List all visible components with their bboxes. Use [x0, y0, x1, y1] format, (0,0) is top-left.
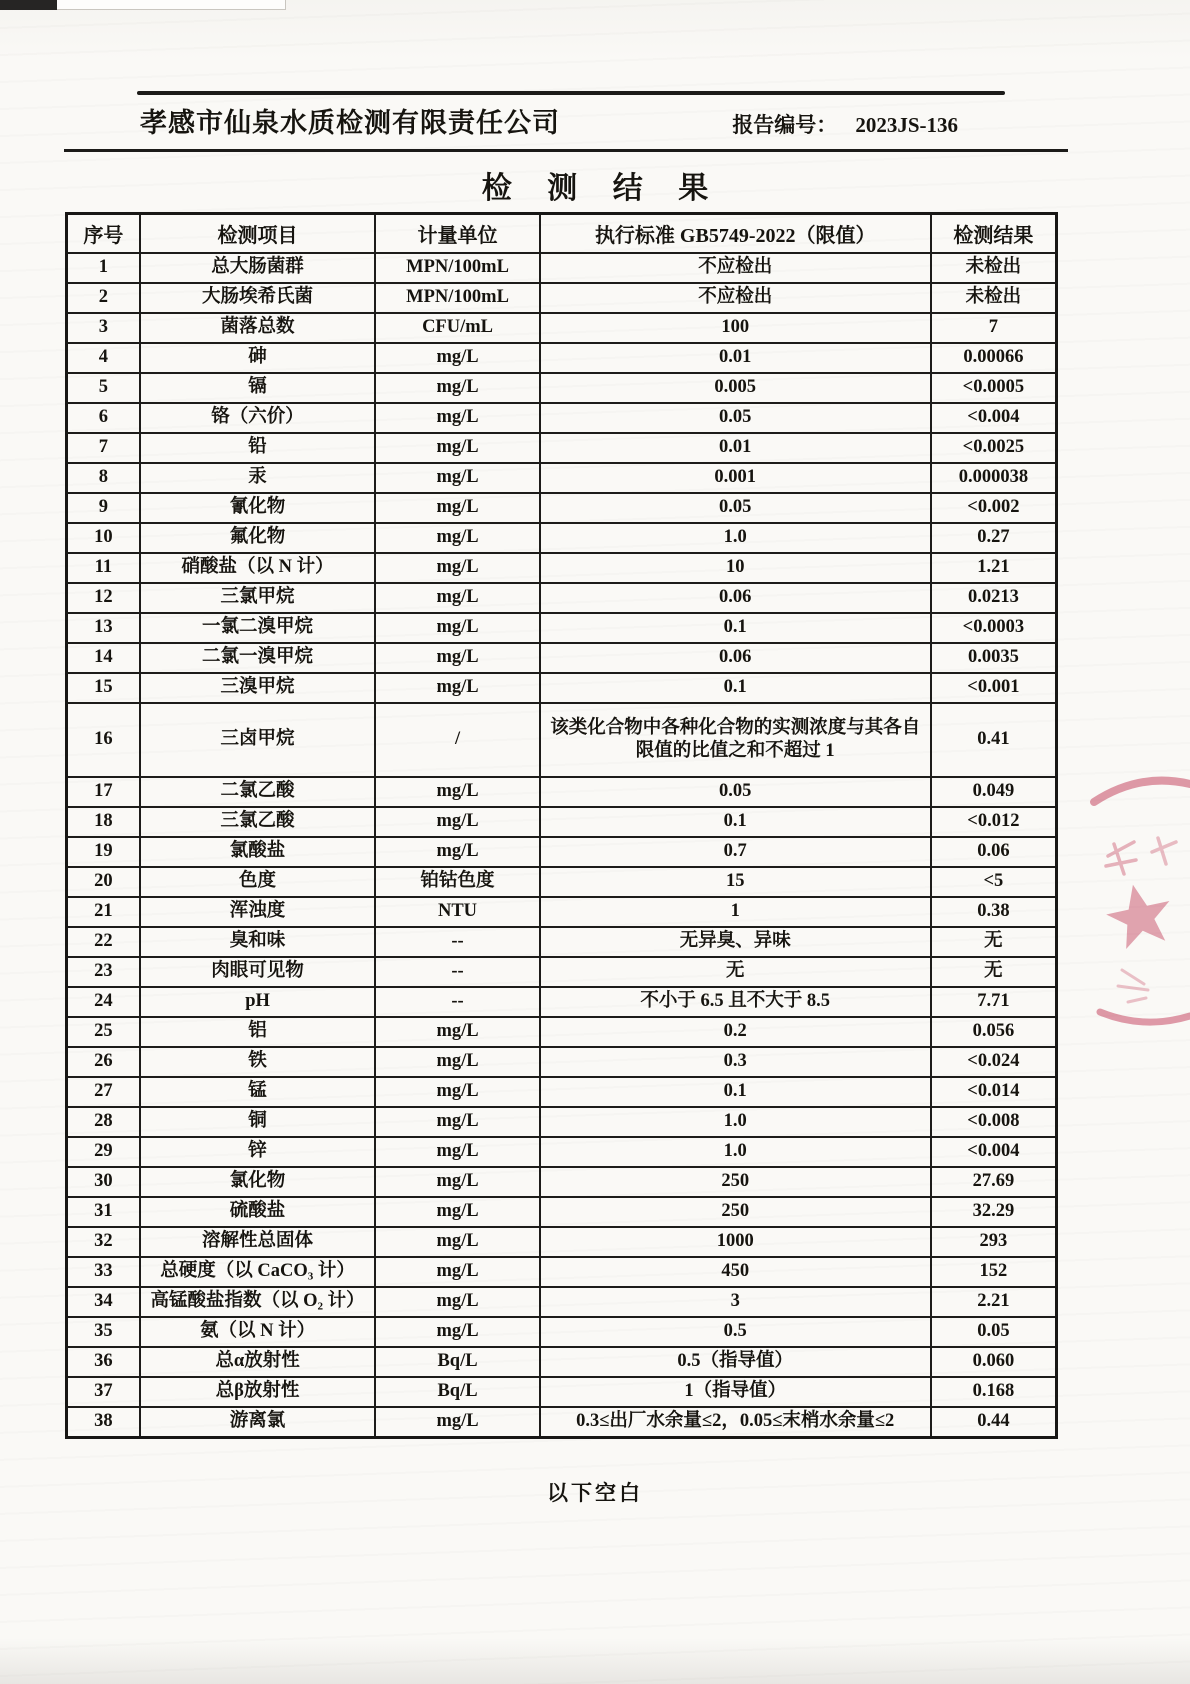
table-row: [67, 373, 1057, 403]
cell-result: 152: [931, 1257, 1057, 1287]
cell-result: 0.44: [931, 1407, 1057, 1438]
cell-no: 21: [67, 897, 140, 927]
cell-item: 锰: [140, 1077, 376, 1107]
cell-item: 氨（以 N 计）: [140, 1317, 376, 1347]
cell-standard: 1000: [540, 1227, 931, 1257]
cell-no: 17: [67, 777, 140, 807]
cell-standard: 15: [540, 867, 931, 897]
cell-standard: 250: [540, 1167, 931, 1197]
cell-no: 23: [67, 957, 140, 987]
cell-standard: 1.0: [540, 1137, 931, 1167]
cell-unit: --: [375, 927, 539, 957]
cell-result: 0.00066: [931, 343, 1057, 373]
cell-result: 32.29: [931, 1197, 1057, 1227]
results-table-body: [67, 253, 1057, 1438]
cell-item: 锌: [140, 1137, 376, 1167]
cell-unit: mg/L: [375, 613, 539, 643]
end-of-table-note: 以下空白: [547, 1481, 643, 1505]
cell-no: 8: [67, 463, 140, 493]
company-name: 孝感市仙泉水质检测有限责任公司: [140, 108, 560, 138]
cell-no: 29: [67, 1137, 140, 1167]
table-row: [67, 613, 1057, 643]
cell-item: 三氯甲烷: [140, 583, 376, 613]
cell-unit: mg/L: [375, 1407, 539, 1438]
star-icon: [1101, 878, 1177, 952]
cell-result: 7.71: [931, 987, 1057, 1017]
cell-no: 5: [67, 373, 140, 403]
cell-item: 三溴甲烷: [140, 673, 376, 703]
table-row: [67, 1077, 1057, 1107]
cell-unit: mg/L: [375, 1257, 539, 1287]
table-row: [67, 897, 1057, 927]
table-row: [67, 957, 1057, 987]
cell-result: 无: [931, 957, 1057, 987]
cell-no: 10: [67, 523, 140, 553]
cell-item: 臭和味: [140, 927, 376, 957]
cell-result: 0.41: [931, 703, 1057, 777]
cell-no: 7: [67, 433, 140, 463]
cell-standard: 0.5: [540, 1317, 931, 1347]
report-number: [732, 109, 958, 139]
cell-standard: 3: [540, 1287, 931, 1317]
cell-no: 13: [67, 613, 140, 643]
cell-item: 硝酸盐（以 N 计）: [140, 553, 376, 583]
cell-unit: mg/L: [375, 1167, 539, 1197]
cell-unit: 铂钴色度: [375, 867, 539, 897]
cell-result: 293: [931, 1227, 1057, 1257]
cell-no: 37: [67, 1377, 140, 1407]
cell-no: 33: [67, 1257, 140, 1287]
cell-standard: 不应检出: [540, 283, 931, 313]
table-row: [67, 673, 1057, 703]
report-number-label: 报告编号：: [732, 113, 838, 137]
cell-unit: mg/L: [375, 373, 539, 403]
cell-result: <0.002: [931, 493, 1057, 523]
cell-standard: 0.3≤出厂水余量≤2，0.05≤末梢水余量≤2: [540, 1407, 931, 1438]
cell-result: 1.21: [931, 553, 1057, 583]
results-table: [65, 212, 1058, 1439]
col-header-result: 检测结果: [931, 214, 1057, 254]
table-row: [67, 987, 1057, 1017]
cell-unit: mg/L: [375, 1077, 539, 1107]
cell-no: 22: [67, 927, 140, 957]
cell-result: <0.024: [931, 1047, 1057, 1077]
cell-standard: 0.01: [540, 343, 931, 373]
cell-item: 砷: [140, 343, 376, 373]
table-row: [67, 1347, 1057, 1377]
cell-no: 31: [67, 1197, 140, 1227]
cell-item: 总大肠菌群: [140, 253, 376, 283]
table-row: [67, 1197, 1057, 1227]
scan-artifact-strip: [57, 0, 286, 10]
cell-standard: 无: [540, 957, 931, 987]
table-row: [67, 1287, 1057, 1317]
cell-no: 34: [67, 1287, 140, 1317]
cell-unit: /: [375, 703, 539, 777]
cell-unit: mg/L: [375, 1317, 539, 1347]
cell-result: <0.014: [931, 1077, 1057, 1107]
cell-item: 铬（六价）: [140, 403, 376, 433]
cell-item: 三卤甲烷: [140, 703, 376, 777]
cell-no: 38: [67, 1407, 140, 1438]
cell-standard: 0.05: [540, 403, 931, 433]
cell-no: 16: [67, 703, 140, 777]
table-row: [67, 1407, 1057, 1438]
cell-result: <0.001: [931, 673, 1057, 703]
cell-unit: mg/L: [375, 1047, 539, 1077]
table-row: [67, 253, 1057, 283]
cell-unit: mg/L: [375, 1227, 539, 1257]
cell-standard: 0.1: [540, 1077, 931, 1107]
cell-standard: 0.06: [540, 583, 931, 613]
cell-standard: 无异臭、异味: [540, 927, 931, 957]
cell-result: 未检出: [931, 253, 1057, 283]
cell-item: 铅: [140, 433, 376, 463]
cell-no: 35: [67, 1317, 140, 1347]
cell-result: 0.000038: [931, 463, 1057, 493]
cell-no: 3: [67, 313, 140, 343]
cell-no: 36: [67, 1347, 140, 1377]
table-row: [67, 403, 1057, 433]
cell-result: <0.004: [931, 1137, 1057, 1167]
cell-unit: mg/L: [375, 1137, 539, 1167]
cell-item: 铜: [140, 1107, 376, 1137]
cell-unit: mg/L: [375, 673, 539, 703]
cell-unit: mg/L: [375, 523, 539, 553]
cell-result: <0.0003: [931, 613, 1057, 643]
cell-unit: --: [375, 957, 539, 987]
cell-result: 7: [931, 313, 1057, 343]
cell-unit: --: [375, 987, 539, 1017]
table-row: [67, 1047, 1057, 1077]
cell-result: 0.27: [931, 523, 1057, 553]
cell-item: 色度: [140, 867, 376, 897]
cell-unit: MPN/100mL: [375, 283, 539, 313]
cell-no: 24: [67, 987, 140, 1017]
cell-standard: 0.1: [540, 807, 931, 837]
cell-item: 镉: [140, 373, 376, 403]
cell-result: 0.056: [931, 1017, 1057, 1047]
col-header-standard: 执行标准 GB5749-2022（限值）: [540, 214, 931, 254]
cell-standard: 0.05: [540, 493, 931, 523]
scan-artifact-corner: [0, 0, 57, 10]
cell-standard: 不小于 6.5 且不大于 8.5: [540, 987, 931, 1017]
cell-no: 4: [67, 343, 140, 373]
cell-item: 游离氯: [140, 1407, 376, 1438]
table-row: [67, 1167, 1057, 1197]
cell-unit: mg/L: [375, 1107, 539, 1137]
cell-no: 6: [67, 403, 140, 433]
cell-no: 27: [67, 1077, 140, 1107]
cell-result: 0.168: [931, 1377, 1057, 1407]
cell-unit: mg/L: [375, 807, 539, 837]
table-row: [67, 807, 1057, 837]
cell-standard: 0.005: [540, 373, 931, 403]
cell-unit: NTU: [375, 897, 539, 927]
cell-unit: mg/L: [375, 1197, 539, 1227]
cell-unit: mg/L: [375, 553, 539, 583]
table-row: [67, 553, 1057, 583]
table-row: [67, 493, 1057, 523]
cell-standard: 0.05: [540, 777, 931, 807]
table-row: [67, 1107, 1057, 1137]
table-row: [67, 1137, 1057, 1167]
cell-item: 二氯乙酸: [140, 777, 376, 807]
table-row: [67, 523, 1057, 553]
cell-no: 18: [67, 807, 140, 837]
cell-item: 一氯二溴甲烷: [140, 613, 376, 643]
table-row: [67, 583, 1057, 613]
cell-result: <0.0005: [931, 373, 1057, 403]
cell-standard: 0.01: [540, 433, 931, 463]
page-title: 检 测 结 果: [481, 172, 723, 205]
cell-item: 大肠埃希氏菌: [140, 283, 376, 313]
cell-standard: 10: [540, 553, 931, 583]
cell-standard: 0.06: [540, 643, 931, 673]
cell-standard: 450: [540, 1257, 931, 1287]
cell-item: 溶解性总固体: [140, 1227, 376, 1257]
cell-no: 28: [67, 1107, 140, 1137]
cell-result: 0.06: [931, 837, 1057, 867]
cell-item: 总α放射性: [140, 1347, 376, 1377]
cell-standard: 0.1: [540, 613, 931, 643]
cell-unit: mg/L: [375, 433, 539, 463]
cell-item: 铝: [140, 1017, 376, 1047]
cell-result: 0.0213: [931, 583, 1057, 613]
table-row: [67, 313, 1057, 343]
cell-unit: mg/L: [375, 1017, 539, 1047]
cell-no: 25: [67, 1017, 140, 1047]
cell-standard: 0.2: [540, 1017, 931, 1047]
cell-result: 2.21: [931, 1287, 1057, 1317]
cell-unit: CFU/mL: [375, 313, 539, 343]
cell-result: 未检出: [931, 283, 1057, 313]
cell-standard: 100: [540, 313, 931, 343]
cell-unit: mg/L: [375, 1287, 539, 1317]
cell-result: 0.049: [931, 777, 1057, 807]
table-row: [67, 777, 1057, 807]
table-row: [67, 703, 1057, 777]
cell-result: <0.0025: [931, 433, 1057, 463]
cell-unit: mg/L: [375, 837, 539, 867]
cell-standard: 不应检出: [540, 253, 931, 283]
cell-item: 氰化物: [140, 493, 376, 523]
cell-no: 11: [67, 553, 140, 583]
cell-item: pH: [140, 987, 376, 1017]
header-rule-bottom: [64, 149, 1068, 152]
cell-item: 总β放射性: [140, 1377, 376, 1407]
table-row: [67, 283, 1057, 313]
cell-unit: mg/L: [375, 343, 539, 373]
col-header-unit: 计量单位: [375, 214, 539, 254]
scan-artifact-bottom: [0, 1638, 1190, 1684]
cell-result: <0.004: [931, 403, 1057, 433]
cell-standard: 0.001: [540, 463, 931, 493]
cell-standard: 1（指导值）: [540, 1377, 931, 1407]
cell-no: 19: [67, 837, 140, 867]
report-number-value: 2023JS-136: [855, 113, 958, 137]
table-row: [67, 1257, 1057, 1287]
table-row: [67, 1227, 1057, 1257]
cell-item: 二氯一溴甲烷: [140, 643, 376, 673]
cell-standard: 0.5（指导值）: [540, 1347, 931, 1377]
cell-no: 14: [67, 643, 140, 673]
cell-no: 32: [67, 1227, 140, 1257]
cell-unit: mg/L: [375, 777, 539, 807]
cell-unit: Bq/L: [375, 1377, 539, 1407]
cell-no: 2: [67, 283, 140, 313]
col-header-no: 序号: [67, 214, 140, 254]
table-row: [67, 867, 1057, 897]
cell-standard: 1: [540, 897, 931, 927]
cell-unit: Bq/L: [375, 1347, 539, 1377]
cell-no: 30: [67, 1167, 140, 1197]
cell-result: <0.008: [931, 1107, 1057, 1137]
cell-unit: mg/L: [375, 643, 539, 673]
header-rule-top: [137, 91, 1005, 95]
cell-no: 9: [67, 493, 140, 523]
cell-result: 0.060: [931, 1347, 1057, 1377]
cell-item: 氯化物: [140, 1167, 376, 1197]
col-header-item: 检测项目: [140, 214, 376, 254]
cell-item: 肉眼可见物: [140, 957, 376, 987]
table-row: [67, 837, 1057, 867]
cell-result: 0.0035: [931, 643, 1057, 673]
table-row: [67, 343, 1057, 373]
cell-standard: 250: [540, 1197, 931, 1227]
cell-item: 氟化物: [140, 523, 376, 553]
red-seal-partial: [1082, 760, 1190, 1050]
cell-result: <0.012: [931, 807, 1057, 837]
cell-item: 总硬度（以 CaCO₃ 计）: [140, 1257, 376, 1287]
cell-item: 菌落总数: [140, 313, 376, 343]
cell-unit: mg/L: [375, 583, 539, 613]
report-header: [140, 101, 958, 140]
cell-item: 浑浊度: [140, 897, 376, 927]
cell-standard: 1.0: [540, 1107, 931, 1137]
table-row: [67, 927, 1057, 957]
cell-result: 0.05: [931, 1317, 1057, 1347]
table-row: [67, 463, 1057, 493]
table-row: [67, 1317, 1057, 1347]
cell-unit: mg/L: [375, 403, 539, 433]
cell-result: 无: [931, 927, 1057, 957]
table-row: [67, 433, 1057, 463]
table-row: [67, 643, 1057, 673]
cell-item: 铁: [140, 1047, 376, 1077]
cell-standard: 0.3: [540, 1047, 931, 1077]
cell-no: 26: [67, 1047, 140, 1077]
cell-item: 高锰酸盐指数（以 O₂ 计）: [140, 1287, 376, 1317]
cell-standard: 0.7: [540, 837, 931, 867]
cell-standard: 1.0: [540, 523, 931, 553]
cell-no: 1: [67, 253, 140, 283]
cell-unit: mg/L: [375, 493, 539, 523]
table-row: [67, 1377, 1057, 1407]
cell-standard: 该类化合物中各种化合物的实测浓度与其各自限值的比值之和不超过 1: [540, 703, 931, 777]
cell-standard: 0.1: [540, 673, 931, 703]
cell-unit: mg/L: [375, 463, 539, 493]
cell-item: 三氯乙酸: [140, 807, 376, 837]
cell-item: 汞: [140, 463, 376, 493]
cell-result: 27.69: [931, 1167, 1057, 1197]
table-row: [67, 1017, 1057, 1047]
cell-no: 12: [67, 583, 140, 613]
cell-item: 硫酸盐: [140, 1197, 376, 1227]
cell-no: 20: [67, 867, 140, 897]
cell-unit: MPN/100mL: [375, 253, 539, 283]
table-header-row: [67, 214, 1057, 254]
cell-no: 15: [67, 673, 140, 703]
cell-result: 0.38: [931, 897, 1057, 927]
cell-result: <5: [931, 867, 1057, 897]
cell-item: 氯酸盐: [140, 837, 376, 867]
